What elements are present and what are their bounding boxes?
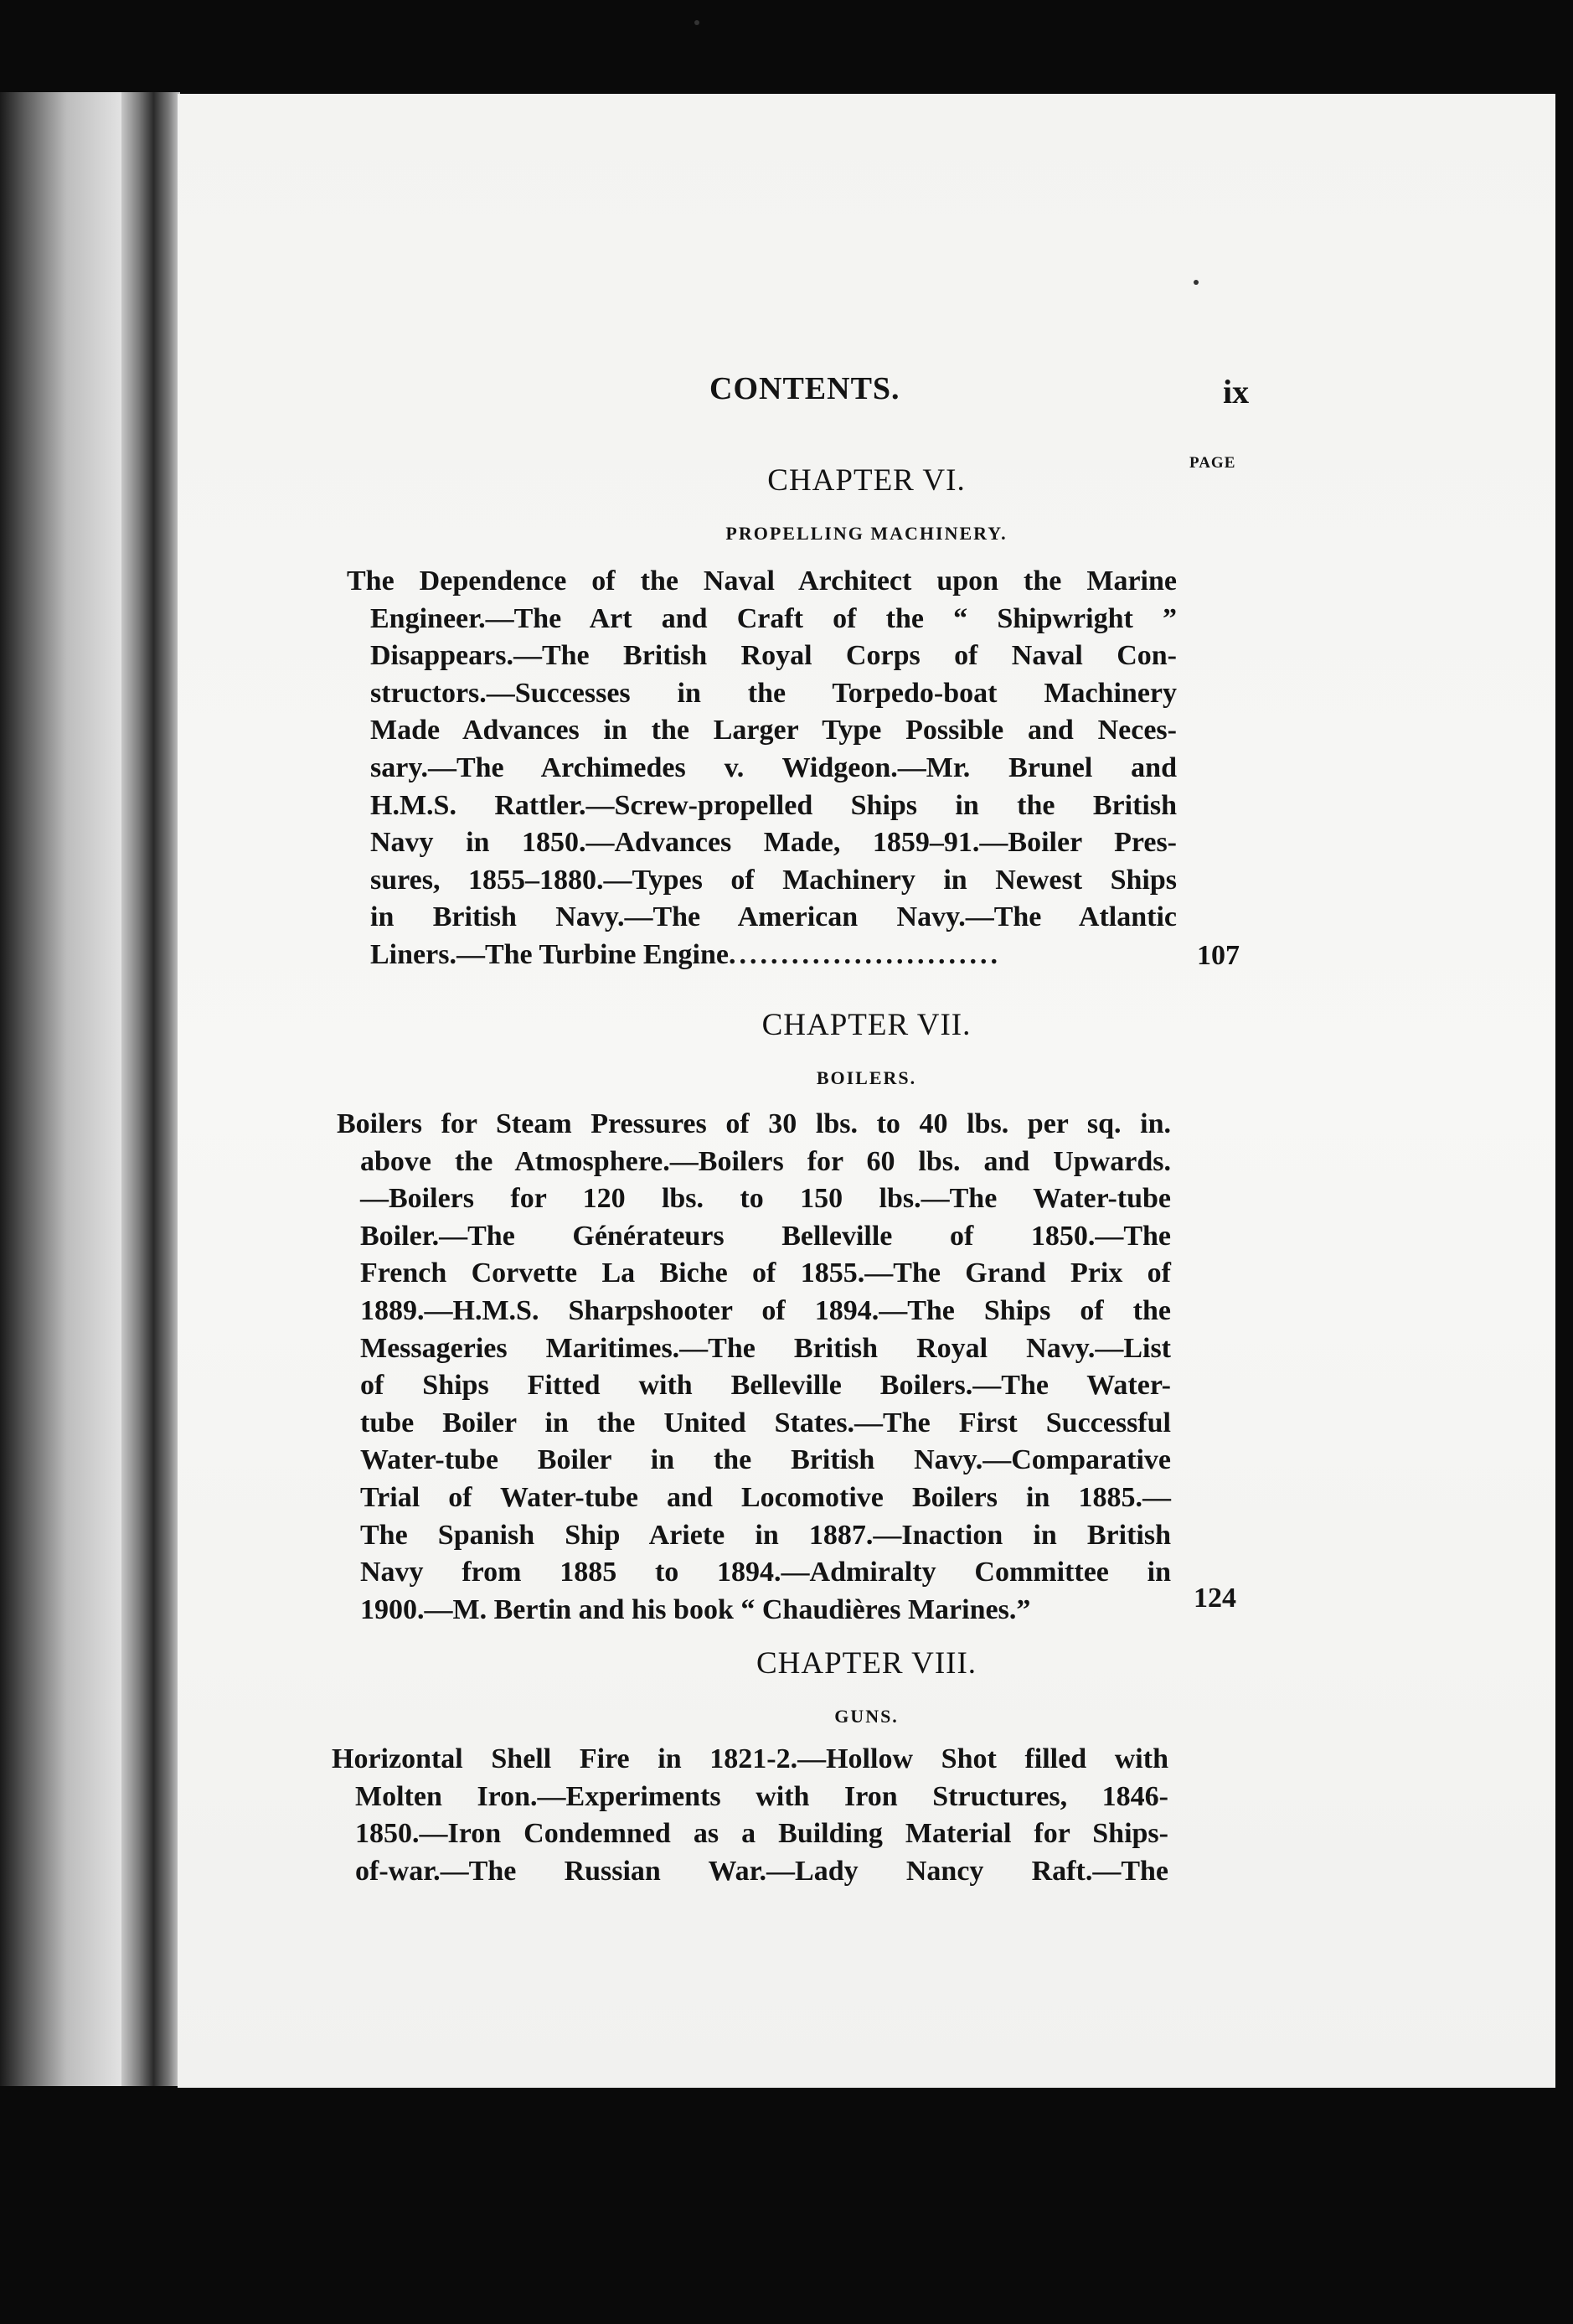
synopsis-line: 1889.—H.M.S. Sharpshooter of 1894.—The Ships of the bbox=[360, 1294, 1171, 1326]
synopsis-line: 1900.—M. Bertin and his book “ Chaudières Marines.” bbox=[360, 1593, 1031, 1625]
chapter-synopsis bbox=[332, 1741, 1168, 1890]
facing-page-edge bbox=[0, 92, 121, 2086]
chapter-heading: CHAPTER VIII. bbox=[756, 1646, 977, 1681]
chapter-synopsis bbox=[347, 563, 1177, 974]
synopsis-line: structors.—Successes in the Torpedo-boat Machinery bbox=[370, 677, 1177, 709]
synopsis-line: Boilers for Steam Pressures of 30 lbs. to 40 lbs. per sq. in. bbox=[337, 1108, 1171, 1139]
synopsis-line: Navy in 1850.—Advances Made, 1859–91.—Boiler Pres- bbox=[370, 827, 1177, 859]
synopsis-line: Made Advances in the Larger Type Possible and Neces- bbox=[370, 715, 1177, 746]
synopsis-line: The Dependence of the Naval Architect upon the Marine bbox=[347, 566, 1177, 596]
synopsis-line: above the Atmosphere.—Boilers for 60 lbs. and Upwards. bbox=[360, 1145, 1171, 1177]
synopsis-line: sary.—The Archimedes v. Widgeon.—Mr. Brunel and bbox=[370, 751, 1177, 783]
dot-leader: .......................... bbox=[728, 938, 1001, 970]
synopsis-line: Water-tube Boiler in the British Navy.—Comparative bbox=[360, 1444, 1171, 1476]
synopsis-line: tube Boiler in the United States.—The First Successful bbox=[360, 1407, 1171, 1438]
synopsis-line bbox=[370, 937, 1177, 974]
book-gutter bbox=[121, 92, 180, 2086]
synopsis-line: Navy from 1885 to 1894.—Admiralty Committee in bbox=[360, 1557, 1171, 1588]
page-number: 107 bbox=[1197, 940, 1240, 971]
chapter-subtitle: BOILERS. bbox=[816, 1067, 917, 1088]
scan-speck bbox=[1194, 280, 1199, 285]
synopsis-line: sures, 1855–1880.—Types of Machinery in Newest Ships bbox=[370, 864, 1177, 896]
synopsis-line: Molten Iron.—Experiments with Iron Structures, 1846- bbox=[355, 1780, 1168, 1812]
contents-page bbox=[178, 94, 1555, 2088]
synopsis-line: The Spanish Ship Ariete in 1887.—Inaction in British bbox=[360, 1519, 1171, 1551]
synopsis-line: Engineer.—The Art and Craft of the “ Shipwright ” bbox=[370, 602, 1177, 634]
synopsis-line: Messageries Maritimes.—The British Royal Navy.—List bbox=[360, 1332, 1171, 1364]
chapter-subtitle: GUNS. bbox=[834, 1706, 899, 1727]
page-column-label: PAGE bbox=[1189, 454, 1236, 472]
synopsis-line: of-war.—The Russian War.—Lady Nancy Raft.—The bbox=[355, 1855, 1168, 1887]
chapter-heading: CHAPTER VI. bbox=[767, 463, 966, 498]
synopsis-line: Disappears.—The British Royal Corps of Naval Con- bbox=[370, 640, 1177, 672]
synopsis-line: Boiler.—The Générateurs Belleville of 1850.—The bbox=[360, 1220, 1171, 1252]
scan-speck bbox=[694, 20, 699, 25]
synopsis-line: French Corvette La Biche of 1855.—The Grand Prix of bbox=[360, 1258, 1171, 1289]
synopsis-line: Horizontal Shell Fire in 1821-2.—Hollow Shot filled with bbox=[332, 1743, 1168, 1774]
synopsis-line: in British Navy.—The American Navy.—The Atlantic bbox=[370, 901, 1177, 933]
folio-number: ix bbox=[1223, 373, 1250, 411]
synopsis-line: Trial of Water-tube and Locomotive Boilers in 1885.— bbox=[360, 1481, 1171, 1513]
chapter-synopsis bbox=[337, 1106, 1171, 1629]
synopsis-line-text: Liners.—The Turbine Engine bbox=[370, 938, 729, 970]
chapter-heading: CHAPTER VII. bbox=[761, 1008, 972, 1042]
running-head-title: CONTENTS. bbox=[709, 371, 900, 406]
chapter-subtitle: PROPELLING MACHINERY. bbox=[725, 523, 1008, 544]
synopsis-line: 1850.—Iron Condemned as a Building Material for Ships- bbox=[355, 1818, 1168, 1850]
page-number: 124 bbox=[1194, 1583, 1236, 1614]
synopsis-line: H.M.S. Rattler.—Screw-propelled Ships in the British bbox=[370, 789, 1177, 821]
synopsis-line: of Ships Fitted with Belleville Boilers.—The Water- bbox=[360, 1370, 1171, 1402]
running-head bbox=[178, 370, 1555, 421]
synopsis-line: —Boilers for 120 lbs. to 150 lbs.—The Water-tube bbox=[360, 1183, 1171, 1215]
